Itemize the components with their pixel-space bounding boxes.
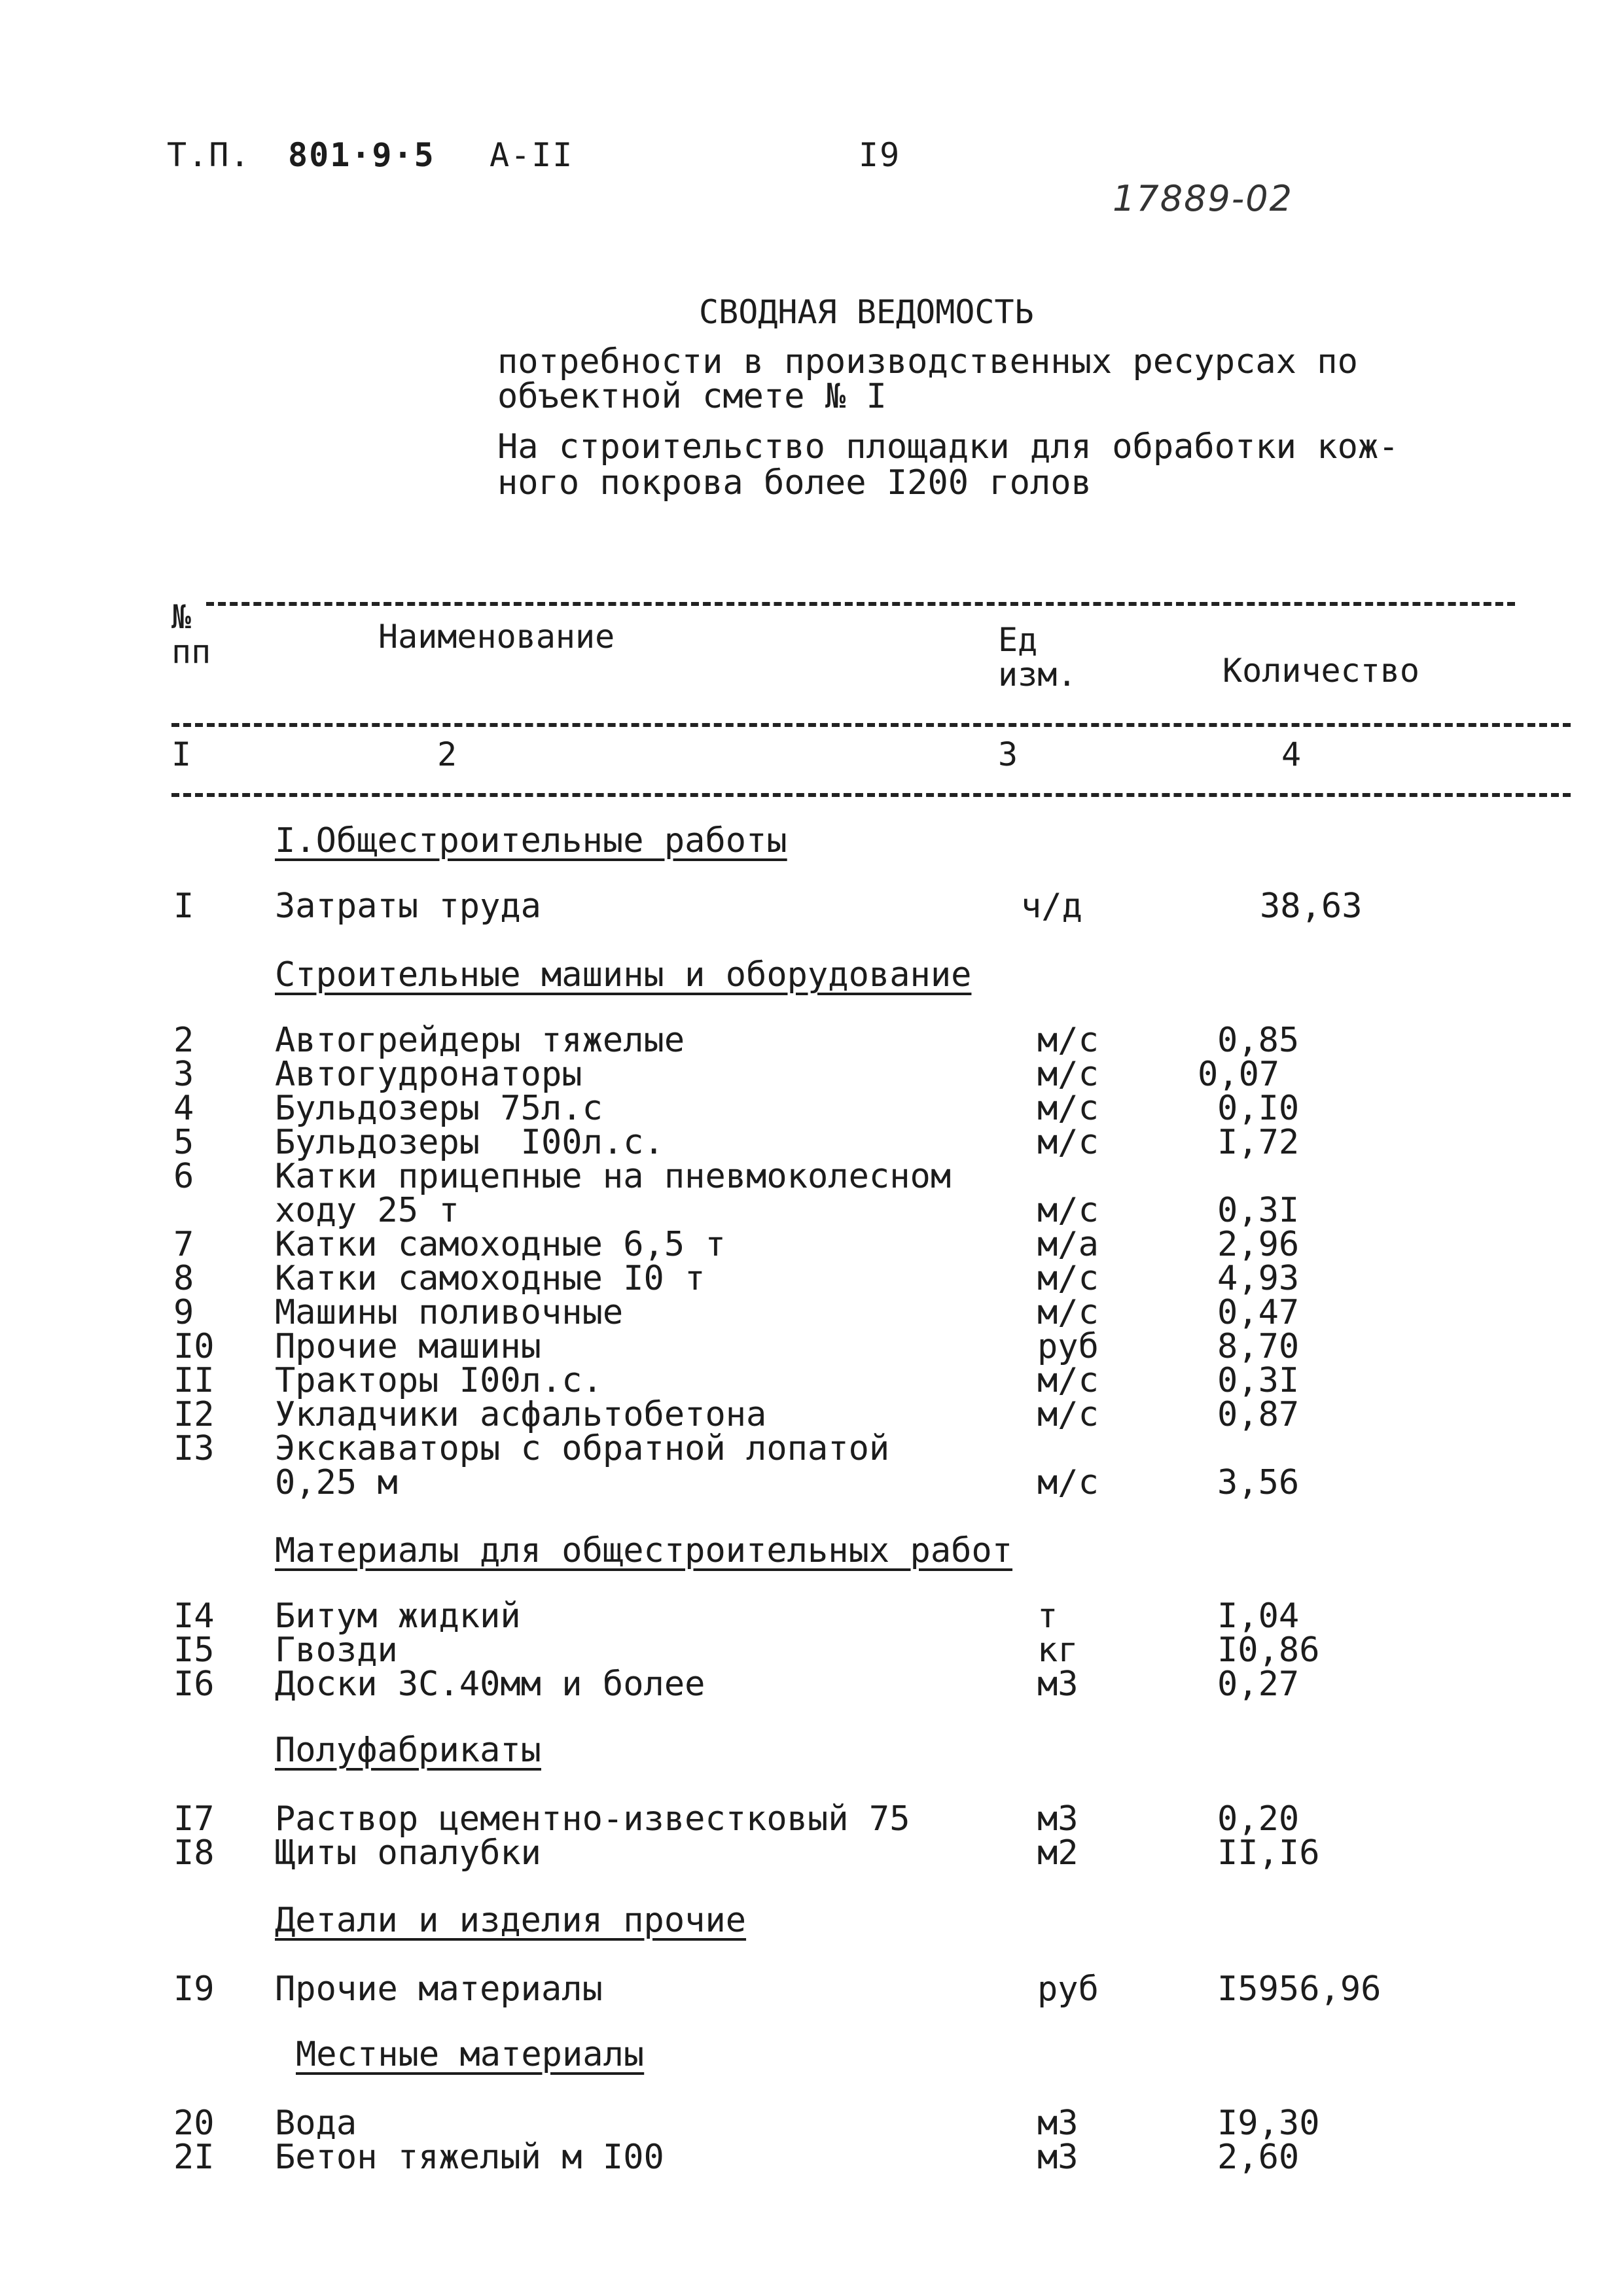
row-name: Катки самоходные 6,5 т bbox=[275, 1225, 726, 1264]
row-number: I3 bbox=[173, 1429, 215, 1468]
header-bottom-rule bbox=[171, 793, 1571, 797]
column-number-1: I bbox=[171, 735, 192, 773]
row-number: I9 bbox=[173, 1969, 215, 2009]
row-quantity: I,04 bbox=[1217, 1597, 1300, 1636]
row-unit: руб bbox=[1037, 1969, 1099, 2009]
row-number: 9 bbox=[173, 1293, 194, 1332]
row-name: Затраты труда bbox=[275, 887, 541, 926]
row-name-continuation: ходу 25 т bbox=[275, 1191, 459, 1230]
row-quantity: 0,20 bbox=[1217, 1799, 1300, 1839]
column-header-quantity: Количество bbox=[1222, 652, 1420, 690]
row-unit: м/с bbox=[1037, 1259, 1099, 1298]
row-unit: м3 bbox=[1037, 2104, 1079, 2143]
column-header-name: Наименование bbox=[378, 618, 615, 656]
subtitle-line-1: потребности в производственных ресурсах по bbox=[497, 342, 1358, 381]
album-label: А-II bbox=[490, 136, 574, 174]
row-quantity: 0,87 bbox=[1217, 1395, 1300, 1434]
row-quantity: 0,3I bbox=[1217, 1361, 1300, 1400]
header-middle-rule bbox=[171, 723, 1571, 727]
row-name: Укладчики асфальтобетона bbox=[275, 1395, 767, 1434]
row-number: I8 bbox=[173, 1833, 215, 1873]
row-number: I bbox=[173, 887, 194, 926]
row-name: Битум жидкий bbox=[275, 1597, 521, 1636]
row-number: II bbox=[173, 1361, 215, 1400]
subtitle-line-4: ного покрова более I200 голов bbox=[497, 463, 1092, 503]
section-heading: Местные материалы bbox=[296, 2035, 645, 2074]
row-quantity: I0,86 bbox=[1217, 1631, 1320, 1670]
row-number: 4 bbox=[173, 1089, 194, 1128]
project-code: 801·9·5 bbox=[288, 136, 435, 174]
row-name-continuation: 0,25 м bbox=[275, 1463, 398, 1502]
row-unit: м3 bbox=[1037, 1799, 1079, 1839]
row-unit: м/с bbox=[1037, 1021, 1099, 1060]
row-unit: м2 bbox=[1037, 1833, 1079, 1873]
column-header-number-pp: пп bbox=[171, 633, 211, 671]
page-number: I9 bbox=[859, 136, 901, 174]
row-unit: ч/д bbox=[1021, 887, 1082, 926]
row-name: Гвозди bbox=[275, 1631, 398, 1670]
column-header-number: № bbox=[171, 598, 192, 636]
row-name: Бульдозеры I00л.с. bbox=[275, 1123, 664, 1162]
subtitle-line-2: объектной смете № I bbox=[497, 377, 887, 416]
row-name: Катки прицепные на пневмоколесном bbox=[275, 1157, 952, 1196]
column-number-4: 4 bbox=[1281, 735, 1302, 773]
column-number-3: 3 bbox=[998, 735, 1018, 773]
row-name: Катки самоходные I0 т bbox=[275, 1259, 705, 1298]
row-number: 6 bbox=[173, 1157, 194, 1196]
row-unit: м/с bbox=[1037, 1361, 1099, 1400]
row-name: Бульдозеры 75л.с bbox=[275, 1089, 603, 1128]
section-heading: Строительные машины и оборудование bbox=[275, 955, 972, 995]
row-unit: м/с bbox=[1037, 1123, 1099, 1162]
section-heading: Детали и изделия прочие bbox=[275, 1901, 747, 1940]
row-quantity: I,72 bbox=[1217, 1123, 1300, 1162]
row-quantity: 0,3I bbox=[1217, 1191, 1300, 1230]
row-unit: м/с bbox=[1037, 1089, 1099, 1128]
row-name: Прочие материалы bbox=[275, 1969, 603, 2009]
row-unit: м/а bbox=[1037, 1225, 1099, 1264]
row-number: 2I bbox=[173, 2138, 215, 2177]
row-unit: м/с bbox=[1037, 1191, 1099, 1230]
row-number: I4 bbox=[173, 1597, 215, 1636]
row-quantity: 8,70 bbox=[1217, 1327, 1300, 1366]
row-quantity: 38,63 bbox=[1260, 887, 1363, 926]
section-heading: I.Общестроительные работы bbox=[275, 821, 787, 860]
document-title: СВОДНАЯ ВЕДОМОСТЬ bbox=[699, 293, 1034, 331]
row-quantity: 0,47 bbox=[1217, 1293, 1300, 1332]
row-name: Автогудронаторы bbox=[275, 1055, 582, 1094]
row-quantity: 2,96 bbox=[1217, 1225, 1300, 1264]
row-quantity: 0,I0 bbox=[1217, 1089, 1300, 1128]
column-header-unit-2: изм. bbox=[998, 656, 1077, 694]
row-name: Щиты опалубки bbox=[275, 1833, 541, 1873]
inventory-number: 17889-02 bbox=[1113, 178, 1293, 219]
row-unit: м/с bbox=[1037, 1395, 1099, 1434]
row-unit: м/с bbox=[1037, 1055, 1099, 1094]
header-top-rule bbox=[206, 602, 1515, 606]
row-number: 2 bbox=[173, 1021, 194, 1060]
row-quantity: 2,60 bbox=[1217, 2138, 1300, 2177]
section-heading: Полуфабрикаты bbox=[275, 1731, 541, 1770]
row-unit: кг bbox=[1037, 1631, 1079, 1670]
row-name: Прочие машины bbox=[275, 1327, 541, 1366]
row-number: I6 bbox=[173, 1665, 215, 1704]
subtitle-line-3: На строительство площадки для обработки кож- bbox=[497, 427, 1399, 467]
row-number: 8 bbox=[173, 1259, 194, 1298]
row-number: I5 bbox=[173, 1631, 215, 1670]
row-number: 7 bbox=[173, 1225, 194, 1264]
row-number: I0 bbox=[173, 1327, 215, 1366]
row-unit: руб bbox=[1037, 1327, 1099, 1366]
row-number: 20 bbox=[173, 2104, 215, 2143]
row-number: I7 bbox=[173, 1799, 215, 1839]
row-quantity: I5956,96 bbox=[1217, 1969, 1382, 2009]
row-name: Бетон тяжелый м I00 bbox=[275, 2138, 664, 2177]
row-quantity: II,I6 bbox=[1217, 1833, 1320, 1873]
row-unit: м3 bbox=[1037, 1665, 1079, 1704]
row-quantity: 0,07 bbox=[1198, 1055, 1280, 1094]
row-name: Раствор цементно-известковый 75 bbox=[275, 1799, 910, 1839]
row-unit: м/с bbox=[1037, 1463, 1099, 1502]
section-heading: Материалы для общестроительных работ bbox=[275, 1531, 1013, 1570]
row-number: 3 bbox=[173, 1055, 194, 1094]
row-quantity: 3,56 bbox=[1217, 1463, 1300, 1502]
row-name: Тракторы I00л.с. bbox=[275, 1361, 603, 1400]
row-name: Вода bbox=[275, 2104, 357, 2143]
row-name: Экскаваторы с обратной лопатой bbox=[275, 1429, 890, 1468]
column-header-unit: Ед bbox=[998, 621, 1038, 659]
row-quantity: 0,27 bbox=[1217, 1665, 1300, 1704]
row-name: Автогрейдеры тяжелые bbox=[275, 1021, 685, 1060]
row-quantity: 0,85 bbox=[1217, 1021, 1300, 1060]
row-name: Доски ЗС.40мм и более bbox=[275, 1665, 705, 1704]
row-number: I2 bbox=[173, 1395, 215, 1434]
row-unit: т bbox=[1037, 1597, 1058, 1636]
column-number-2: 2 bbox=[437, 735, 457, 773]
row-quantity: 4,93 bbox=[1217, 1259, 1300, 1298]
row-unit: м3 bbox=[1037, 2138, 1079, 2177]
doc-type-label: Т.П. bbox=[167, 136, 251, 174]
row-number: 5 bbox=[173, 1123, 194, 1162]
row-name: Машины поливочные bbox=[275, 1293, 624, 1332]
row-quantity: I9,30 bbox=[1217, 2104, 1320, 2143]
row-unit: м/с bbox=[1037, 1293, 1099, 1332]
